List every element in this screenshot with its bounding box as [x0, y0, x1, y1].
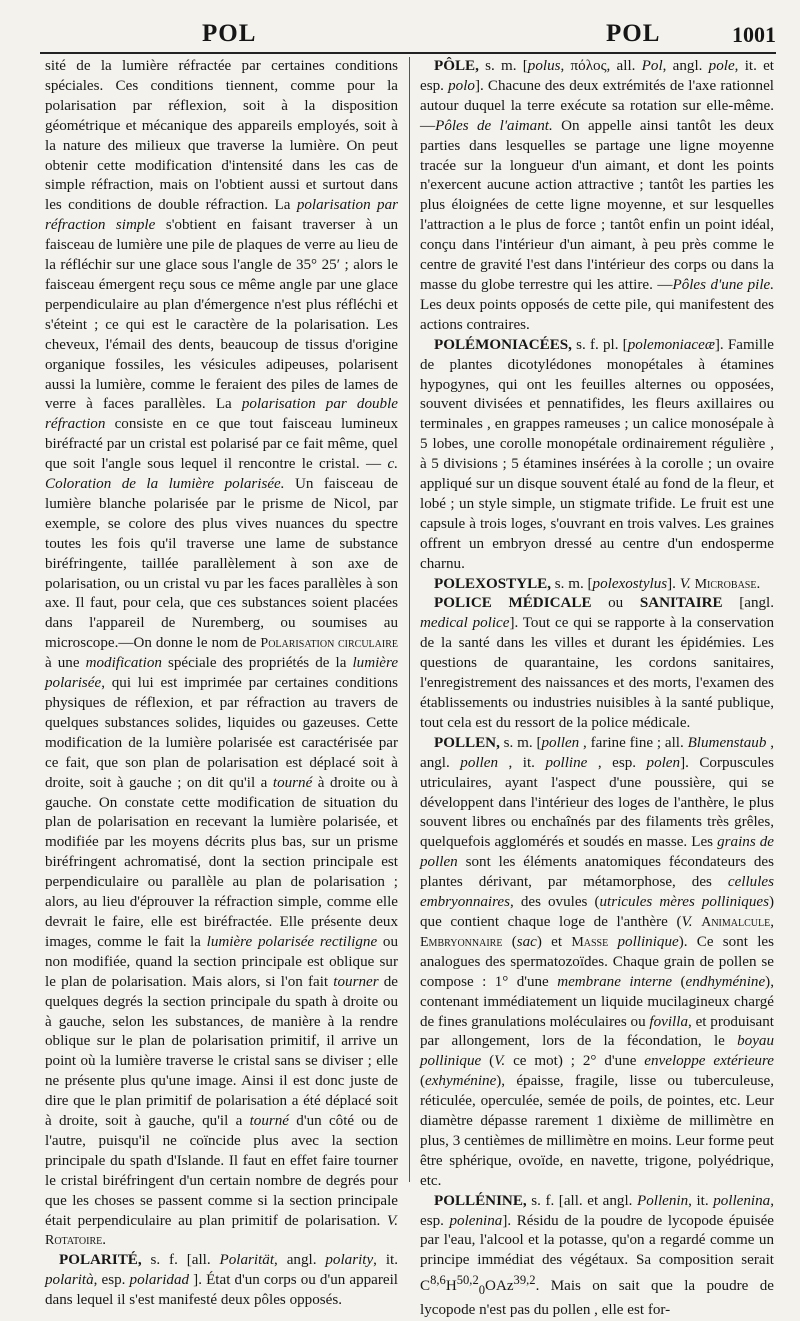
header-rule — [40, 52, 776, 54]
text-run: sité de la lumière réfractée par certaines conditions spéciales. Ces conditions tiennent, comme pour la polarisation par réflexion, soit à la disposition géométrique et mécanique des appareils employés, soit à la nature des milieux que traverse la lumière. On peut obtenir cette modification d'intensité dans les cas de simple réfraction, mais on l'obtient aussi et surtout dans les conditions de double réfraction. La — [45, 58, 398, 214]
text-run: ]. Corpuscules utriculaires, ayant l'aspect d'une poussière, qui se développent dans l'intérieur des loges de l'anthère, le plus souvent libres ou enchaînés par des filaments très grêles, quelquefois agglomérés et soudés en masse. Les — [420, 754, 774, 851]
text-run: ]. Résidu de la poudre de lycopode épuisée par l'eau, l'alcool et la potasse, qu'on a regardé comme un principe immédiat des végétaux. Sa composition serait C — [420, 1212, 774, 1295]
italic-term: Pôles de l'aimant. — [435, 117, 553, 134]
text-run: . — [102, 1232, 107, 1249]
text-run: Masse — [571, 934, 609, 950]
text-run: , esp. — [587, 754, 647, 771]
text-run: Les deux points opposés de cette pile, qui manifestent des actions contraires. — [420, 296, 774, 333]
text-run: Animalcule — [701, 914, 771, 930]
headword-polexostyle: POLEXOSTYLE, — [434, 575, 552, 592]
text-run — [693, 914, 702, 930]
text-run: s'obtient en faisant traverser à un faisceau de lumière une pile de plaques de verre au lieu de la réfléchir sur une glace sous l'angle de 35° 25′ ; alors le faisceau émergent reçu sous ce même angle par une glace perpendiculaire au plan d'émergence n'est plus réfléchi et s'éteint ; ce qui est le caractère de la polarisation. Les cheveux, l'émail des dents, beaucoup de tissus d'origine organique fossiles, les vésicules adipeuses, polarisent aussi la lumière, comme le feraient des piles de lames de verre à faces parallèles. La — [45, 217, 398, 413]
text-run: ou — [591, 595, 640, 612]
italic-term: tourné — [272, 774, 313, 791]
italic-term: polarity — [325, 1252, 374, 1269]
text-run: , — [770, 913, 774, 930]
entry-pollen — [420, 734, 774, 1192]
italic-term: Pôles d'une pile. — [672, 276, 774, 293]
italic-term: Polarität — [219, 1252, 275, 1269]
text-run: Embryonnaire — [420, 934, 503, 950]
entry-police-medicale — [420, 594, 774, 733]
text-run: On appelle ainsi tantôt les deux parties dans lesquelles se partage une ligne moyenne tracée sur la longueur d'un aimant, et dont les points n'exercent aucune action attractive ; tantôt les parties les plus éloignées de cette ligne moyenne, et sur lesquelles l'attraction a le plus de force ; tantôt enfin un point idéal, conçu dans l'intérieur d'un aimant, à peu près comme le centre de gravité l'est dans l'intérieur des corps ou dans la masse du globe terrestre qui les attire. — — [420, 117, 775, 293]
text-run: ( — [420, 1073, 426, 1090]
text-run: à droite ou à gauche. On constate cette modification de situation du plan de polarisation en recevant la lumière polarisée, et modifiée par les moyens décrits plus bas, sur un prisme biréfringent achromatisé, dont la section principale est perpendiculaire ou parallèle au plan de polarisation ; alors, au lieu d'éprouver la réfraction simple, comme elle devrait le faire, elle est biréfractée. Elle présente deux images, comme le fait la — [45, 774, 399, 950]
text-run: , esp. — [93, 1272, 130, 1289]
text-run: ) et — [536, 933, 572, 950]
text-run: Microbase — [694, 576, 757, 592]
headword-polarite: POLARITÉ, — [59, 1252, 142, 1269]
right-column — [420, 57, 774, 1321]
text-run: , esp. — [420, 1192, 774, 1229]
text-run: 39,2 — [513, 1273, 536, 1288]
text-run: s. m. [ — [478, 58, 528, 74]
text-run: ce mot) ; 2° d'une — [505, 1053, 645, 1070]
italic-term: Pollenin — [637, 1192, 689, 1209]
text-run: , πόλος, all. — [560, 58, 642, 74]
text-run: Rotatoire — [45, 1233, 103, 1249]
text-run: , angl. — [662, 58, 709, 74]
text-run: ( — [481, 1053, 495, 1070]
italic-term: c. Coloration de la lumière polarisée. — [45, 456, 398, 493]
text-run: à une — [45, 655, 86, 672]
text-run: ]. Tout ce qui se rapporte à la conservation de la santé dans les villes et durant les épidémies. Les questions de quarantaine, les cordons sanitaires, l'enregistrement des naissances et des morts, l'examen des établissements ou industries nuisibles à la santé publique, tout cela est du ressort de la police médicale. — [420, 615, 774, 731]
italic-term: polen — [646, 754, 681, 771]
italic-term: pollenina — [713, 1192, 771, 1209]
entry-pole — [420, 57, 774, 336]
italic-term: polus — [527, 58, 561, 74]
italic-term: polarisation par double réfraction — [45, 396, 398, 433]
italic-term: polarisation par réfraction simple — [45, 197, 398, 234]
headword-pole: PÔLE, — [434, 58, 479, 74]
text-run: , des ovules ( — [510, 894, 600, 911]
italic-term: modification — [85, 655, 162, 672]
text-run: consiste en ce que tout faisceau lumineux biréfracté par un cristal est polarisé par ce fait même, quel que soit l'angle sous lequel il rencontre le cristal. — — [45, 416, 398, 473]
italic-term: utricules mères polliniques — [599, 894, 769, 911]
text-run: ). Ce sont les analogues des spermatozoïdes. Chaque grain de pollen se compose : 1° d'une — [420, 933, 774, 990]
text-run: s. f. [all. et angl. — [526, 1192, 638, 1209]
text-run: ( — [672, 973, 686, 990]
italic-term: polexostylus — [592, 575, 668, 592]
text-run: , it. — [498, 754, 546, 771]
text-run: O — [485, 1278, 496, 1295]
text-run: ]. Chacune des deux extrémités de l'axe rationnel autour duquel la terre exécute sa rotation sur elle-même. — — [420, 77, 774, 134]
italic-term: V. — [681, 913, 693, 930]
text-run: ) que contient chaque loge de l'anthère ( — [420, 894, 775, 930]
headword-pollenine: POLLÉNINE, — [434, 1192, 527, 1209]
italic-term: Blumenstaub — [687, 734, 767, 751]
italic-term: grains de pollen — [420, 834, 774, 871]
entry-polemoniacees — [420, 336, 774, 575]
left-column — [45, 57, 398, 1311]
italic-term: membrane interne — [557, 973, 673, 990]
italic-term: cellules embryonnaires — [420, 874, 774, 911]
text-run: , it. et esp. — [420, 58, 774, 94]
running-header — [40, 18, 776, 52]
italic-term: polo — [448, 77, 475, 94]
italic-term: V. — [679, 575, 691, 592]
entry-polarisation-continued — [45, 57, 398, 1251]
italic-term: tourné — [249, 1113, 290, 1130]
text-run: Polarisation circulaire — [260, 636, 398, 652]
entry-polexostyle — [420, 575, 774, 595]
italic-term: polarità — [45, 1272, 94, 1289]
headword-pollen: POLLEN, — [434, 734, 500, 751]
text-run: H — [445, 1278, 457, 1295]
headword-polemoniacees: POLÉMONIACÉES, — [434, 336, 572, 353]
text-run: s. f. [all. — [141, 1252, 220, 1269]
text-run: , angl. — [274, 1252, 326, 1269]
text-run: SANITAIRE — [639, 595, 723, 612]
text-run: ( — [502, 933, 517, 950]
header-right-word: POL — [606, 20, 661, 47]
italic-term: lumière polarisée — [45, 655, 399, 692]
italic-term: polenina — [449, 1212, 503, 1229]
text-run: Un faisceau de lumière blanche polarisée par le prisme de Nicol, par exemple, se colore des plus vives nuances du spectre toutes les fois qu'il traverse une lame de substance biréfringente, taillée parallèlement à son axe de polarisation, ou un cristal vu par les faces parallèles à son axe. Il faut, pour cela, que ces substances soient placées dans l'appareil de Nuremberg, ou soumises au microscope.—On donne le nom de — [45, 476, 398, 652]
text-run: sont les éléments anatomiques fécondateurs des plantes dérivant, par métamorphose, des — [420, 854, 774, 891]
text-run: [angl. — [722, 595, 775, 612]
text-run: Az — [495, 1278, 514, 1295]
text-run: , farine fine ; all. — [579, 734, 688, 751]
italic-term: V. — [494, 1053, 506, 1070]
text-run: , angl. — [420, 734, 774, 771]
italic-term: exhyménine — [425, 1073, 497, 1090]
text-run — [608, 934, 617, 950]
text-run: , qui lui est imprimée par certaines conditions physiques de réflexion, et par réfraction au travers de quelques substances solides, liquides ou gazeuses. Cette modification de la lumière polarisée est caractérisée par ce fait, que son plan de polarisation est déplacé soit à droite, soit à gauche ; on dit qu'il a — [45, 675, 398, 791]
italic-term: polemoniaceæ — [627, 336, 715, 353]
italic-term: pole — [708, 58, 735, 74]
italic-term: Pol — [641, 58, 663, 74]
italic-term: polaridad — [129, 1272, 190, 1289]
text-run: ]. État d'un corps ou d'un appareil dans lequel il s'est manifesté deux pôles opposés. — [45, 1272, 398, 1309]
text-run: ou non modifiée, quand la section principale est oblique sur le plan de polarisation. Mais alors, si l'on fait — [45, 933, 399, 990]
italic-term: medical police — [420, 615, 510, 632]
text-run: ]. — [667, 575, 680, 592]
italic-term: pollen — [541, 734, 580, 751]
entry-polarite — [45, 1251, 398, 1311]
page-number: 1001 — [732, 22, 776, 47]
text-run: 0 — [478, 1283, 486, 1298]
text-run: , it. — [688, 1192, 714, 1209]
text-run: 50,2 — [456, 1273, 479, 1288]
text-run: s. f. pl. [ — [571, 336, 628, 353]
italic-term: pollinique — [617, 933, 679, 950]
entry-pollenine — [420, 1192, 774, 1321]
text-run: ), épaisse, fragile, lisse ou tuberculeuse, réticulée, operculée, semée de poils, de pointes, etc. Leur diamètre dépasse rarement 1 dixième de millimètre en plus, 3 centièmes de millimètre en moins. Leur forme peut être sphérique, ovoïde, en navette, trigone, polyédrique, etc. — [420, 1073, 774, 1189]
text-run: s. m. [ — [499, 734, 542, 751]
text-run: de quelques degrés la section principale du spath à droite ou à gauche, selon les substances, de manière à la rendre oblique sur le plan de polarisation primitif, il arrive un point où la lumière traverse le cristal sans se diviser ; elle ne présente plus qu'une image. Ainsi il est donc juste de dire que le plan primitif de polarisation a été déplacé soit à droite, soit à gauche, qu'il a — [45, 973, 398, 1130]
text-run: , et produisant par allongement, lors de la fécondation, le — [420, 1013, 774, 1050]
text-run: spéciale des propriétés de la — [161, 655, 353, 672]
text-run: . Mais on sait que la poudre de lycopode n'est pas du pollen , elle est for- — [420, 1278, 774, 1319]
italic-term: enveloppe extérieure — [644, 1053, 774, 1070]
italic-term: fovilla — [649, 1013, 688, 1030]
text-run: ), contenant immédiatement un liquide mucilagineux chargé de fines granulations moléculaires ou — [420, 973, 774, 1030]
text-run: ]. Famille de plantes dicotylédones monopétales à étamines hypogynes, qui ont les feuilles alternes ou opposées, souvent divisées et pennatifides, les fleurs axillaires ou terminales , en grappes rameuses ; un calice monosépale à 5 lobes, une corolle monopétale ordinairement régulière , à 5 divisions ; 5 étamines insérées à la corolle ; un ovaire appliqué sur un disque souvent étalé au fond de la fleur, et lobé ; un style simple, un stigmate trifide. Le fruit est une capsule à trois loges, s'ouvrant en trois valves. Les graines offrent un embryon dressé au centre d'un endosperme charnu. — [420, 336, 774, 572]
italic-term: pollen — [460, 754, 498, 771]
text-run: 8,6 — [430, 1273, 446, 1288]
text-run: , it. — [373, 1252, 398, 1269]
italic-term: lumière polarisée rectiligne — [206, 933, 378, 950]
italic-term: endhyménine — [685, 973, 766, 990]
column-divider — [409, 57, 410, 1182]
italic-term: tourner — [333, 973, 379, 990]
italic-term: V. — [386, 1212, 398, 1229]
header-left-word: POL — [202, 20, 257, 47]
text-run: d'un côté ou de l'autre, puisqu'il ne coïncide plus avec la section principale du spath d'Islande. Il faut en effet faire tourner le cristal biréfringent d'un certain nombre de degrés pour que les choses se passent comme si la section principale était perpendiculaire au plan primitif de polarisation. — [45, 1113, 398, 1229]
text-run: . — [756, 575, 761, 592]
italic-term: polline — [545, 754, 588, 771]
italic-term: boyau pollinique — [420, 1033, 774, 1070]
headword-police-medicale: POLICE MÉDICALE — [434, 595, 592, 612]
italic-term: sac — [516, 933, 537, 950]
text-run: s. m. [ — [551, 575, 593, 592]
